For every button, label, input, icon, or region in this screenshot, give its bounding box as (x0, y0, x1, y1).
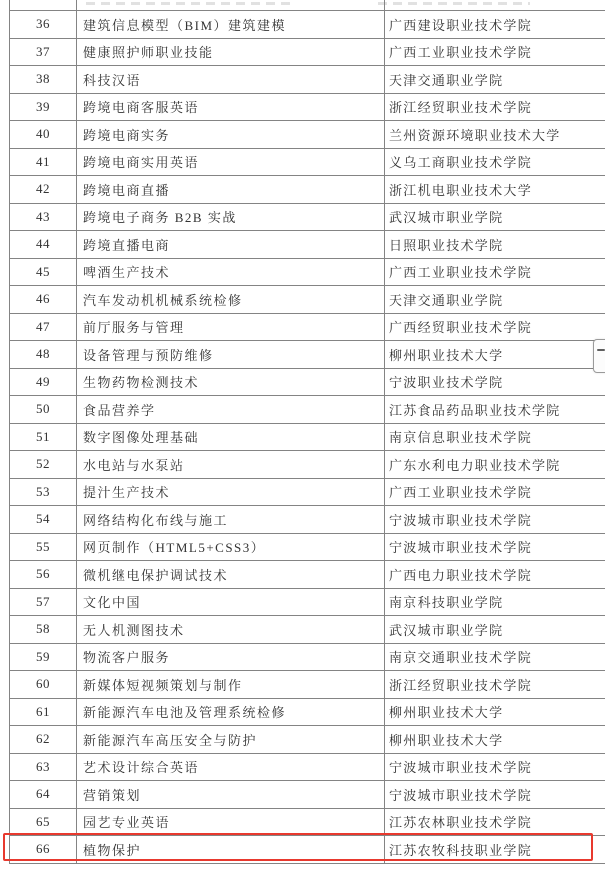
cell-no: 46 (10, 286, 77, 314)
cell-school: 柳州职业技术大学 (385, 698, 605, 726)
cell-no: 48 (10, 341, 77, 369)
cell-school: 江苏食品药品职业技术学院 (385, 396, 605, 424)
table-row (10, 781, 605, 809)
table-row (10, 423, 605, 451)
cell-no: 63 (10, 753, 77, 781)
cell-school: 广西工业职业技术学院 (385, 258, 605, 286)
cell-school: 柳州职业技术大学 (385, 726, 605, 754)
course-table-body (10, 0, 605, 863)
cell-school: 广西电力职业技术学院 (385, 561, 605, 589)
cell-course: 跨境电商直播 (77, 176, 385, 204)
cell-school: 宁波城市职业技术学院 (385, 781, 605, 809)
cell-no: 42 (10, 176, 77, 204)
table-row (10, 698, 605, 726)
cell-school: 南京交通职业技术学院 (385, 643, 605, 671)
cell-school: 日照职业技术学院 (385, 231, 605, 259)
cell-course: 新能源汽车高压安全与防护 (77, 726, 385, 754)
cell-school: 宁波城市职业技术学院 (385, 533, 605, 561)
cell-course: 跨境电子商务 B2B 实战 (77, 203, 385, 231)
cell-no: 64 (10, 781, 77, 809)
cell-no: 53 (10, 478, 77, 506)
cell-course: 营销策划 (77, 781, 385, 809)
cell-no: 60 (10, 671, 77, 699)
cell-course: 生物药物检测技术 (77, 368, 385, 396)
cell-no: 66 (10, 836, 77, 864)
table-row (10, 11, 605, 39)
table-row (10, 341, 605, 369)
table-row (10, 93, 605, 121)
cell-course: 健康照护师职业技能 (77, 38, 385, 66)
cell-no: 41 (10, 148, 77, 176)
cell-no: 61 (10, 698, 77, 726)
table-row (10, 836, 605, 864)
cell-course: 食品营养学 (77, 396, 385, 424)
cell-no: 38 (10, 66, 77, 94)
cell-course: 设备管理与预防维修 (77, 341, 385, 369)
table-row (10, 808, 605, 836)
table-row (10, 671, 605, 699)
partial-top-row (10, 0, 605, 11)
table-row (10, 396, 605, 424)
table-row (10, 231, 605, 259)
cell-school: 广东水利电力职业技术学院 (385, 451, 605, 479)
cell-school: 武汉城市职业学院 (385, 616, 605, 644)
table-row (10, 616, 605, 644)
cell-no: 43 (10, 203, 77, 231)
table-row (10, 506, 605, 534)
table-row (10, 753, 605, 781)
cell-school: 江苏农林职业技术学院 (385, 808, 605, 836)
cell-course: 数字图像处理基础 (77, 423, 385, 451)
cell-course: 网络结构化布线与施工 (77, 506, 385, 534)
cell-course: 无人机测图技术 (77, 616, 385, 644)
cell-school: 武汉城市职业学院 (385, 203, 605, 231)
cell-no: 50 (10, 396, 77, 424)
scrollbar-widget[interactable] (593, 339, 605, 373)
cell-school: 宁波城市职业技术学院 (385, 753, 605, 781)
cell-school: 柳州职业技术大学 (385, 341, 605, 369)
table-row (10, 286, 605, 314)
cell-course: 文化中国 (77, 588, 385, 616)
cell-course: 跨境电商客服英语 (77, 93, 385, 121)
cell-course: 网页制作（HTML5+CSS3） (77, 533, 385, 561)
cell-school: 天津交通职业学院 (385, 66, 605, 94)
cell-course: 新媒体短视频策划与制作 (77, 671, 385, 699)
cell-school: 江苏农牧科技职业学院 (385, 836, 605, 864)
cell-school: 浙江机电职业技术大学 (385, 176, 605, 204)
cell-no: 55 (10, 533, 77, 561)
cell-school: 南京科技职业学院 (385, 588, 605, 616)
table-row (10, 38, 605, 66)
cell-school: 浙江经贸职业技术学院 (385, 671, 605, 699)
course-table (9, 0, 605, 864)
cell-course: 艺术设计综合英语 (77, 753, 385, 781)
cell-no: 54 (10, 506, 77, 534)
table-row (10, 561, 605, 589)
table-row (10, 121, 605, 149)
cell-course: 科技汉语 (77, 66, 385, 94)
table-row (10, 478, 605, 506)
cell-no: 51 (10, 423, 77, 451)
cell-no: 37 (10, 38, 77, 66)
cell-no: 36 (10, 11, 77, 39)
table-row (10, 313, 605, 341)
cell-school: 宁波城市职业技术学院 (385, 506, 605, 534)
cell-course: 物流客户服务 (77, 643, 385, 671)
table-row (10, 588, 605, 616)
cell-course: 汽车发动机机械系统检修 (77, 286, 385, 314)
cell-school: 天津交通职业学院 (385, 286, 605, 314)
cell-school: 南京信息职业技术学院 (385, 423, 605, 451)
cell-course: 前厅服务与管理 (77, 313, 385, 341)
table-row (10, 451, 605, 479)
table-row (10, 533, 605, 561)
cell-course: 跨境电商实用英语 (77, 148, 385, 176)
cell-no: 57 (10, 588, 77, 616)
cell-no: 59 (10, 643, 77, 671)
cell-no: 40 (10, 121, 77, 149)
cell-school: 兰州资源环境职业技术大学 (385, 121, 605, 149)
cell-course: 跨境电商实务 (77, 121, 385, 149)
table-row (10, 643, 605, 671)
cell-course: 跨境直播电商 (77, 231, 385, 259)
cell-no: 62 (10, 726, 77, 754)
table-row (10, 203, 605, 231)
cell-school: 宁波职业技术学院 (385, 368, 605, 396)
cell-school: 广西工业职业技术学院 (385, 38, 605, 66)
cell-no: 56 (10, 561, 77, 589)
cell-school: 广西经贸职业技术学院 (385, 313, 605, 341)
cell-no: 65 (10, 808, 77, 836)
cell-no: 49 (10, 368, 77, 396)
table-row (10, 66, 605, 94)
cell-no: 44 (10, 231, 77, 259)
table-row (10, 176, 605, 204)
cell-school: 浙江经贸职业技术学院 (385, 93, 605, 121)
cell-course: 新能源汽车电池及管理系统检修 (77, 698, 385, 726)
cell-course: 提汁生产技术 (77, 478, 385, 506)
cell-course: 水电站与水泵站 (77, 451, 385, 479)
cell-no: 47 (10, 313, 77, 341)
table-row (10, 258, 605, 286)
cell-course: 微机继电保护调试技术 (77, 561, 385, 589)
table-row (10, 148, 605, 176)
table-row (10, 368, 605, 396)
cell-course: 园艺专业英语 (77, 808, 385, 836)
minus-icon (597, 349, 605, 351)
cell-no: 52 (10, 451, 77, 479)
table-row (10, 726, 605, 754)
cell-course: 植物保护 (77, 836, 385, 864)
cell-no: 39 (10, 93, 77, 121)
cell-school: 广西工业职业技术学院 (385, 478, 605, 506)
cell-no: 58 (10, 616, 77, 644)
cell-course: 建筑信息模型（BIM）建筑建模 (77, 11, 385, 39)
cell-course: 啤酒生产技术 (77, 258, 385, 286)
cell-school: 义乌工商职业技术学院 (385, 148, 605, 176)
cell-school: 广西建设职业技术学院 (385, 11, 605, 39)
cell-no: 45 (10, 258, 77, 286)
